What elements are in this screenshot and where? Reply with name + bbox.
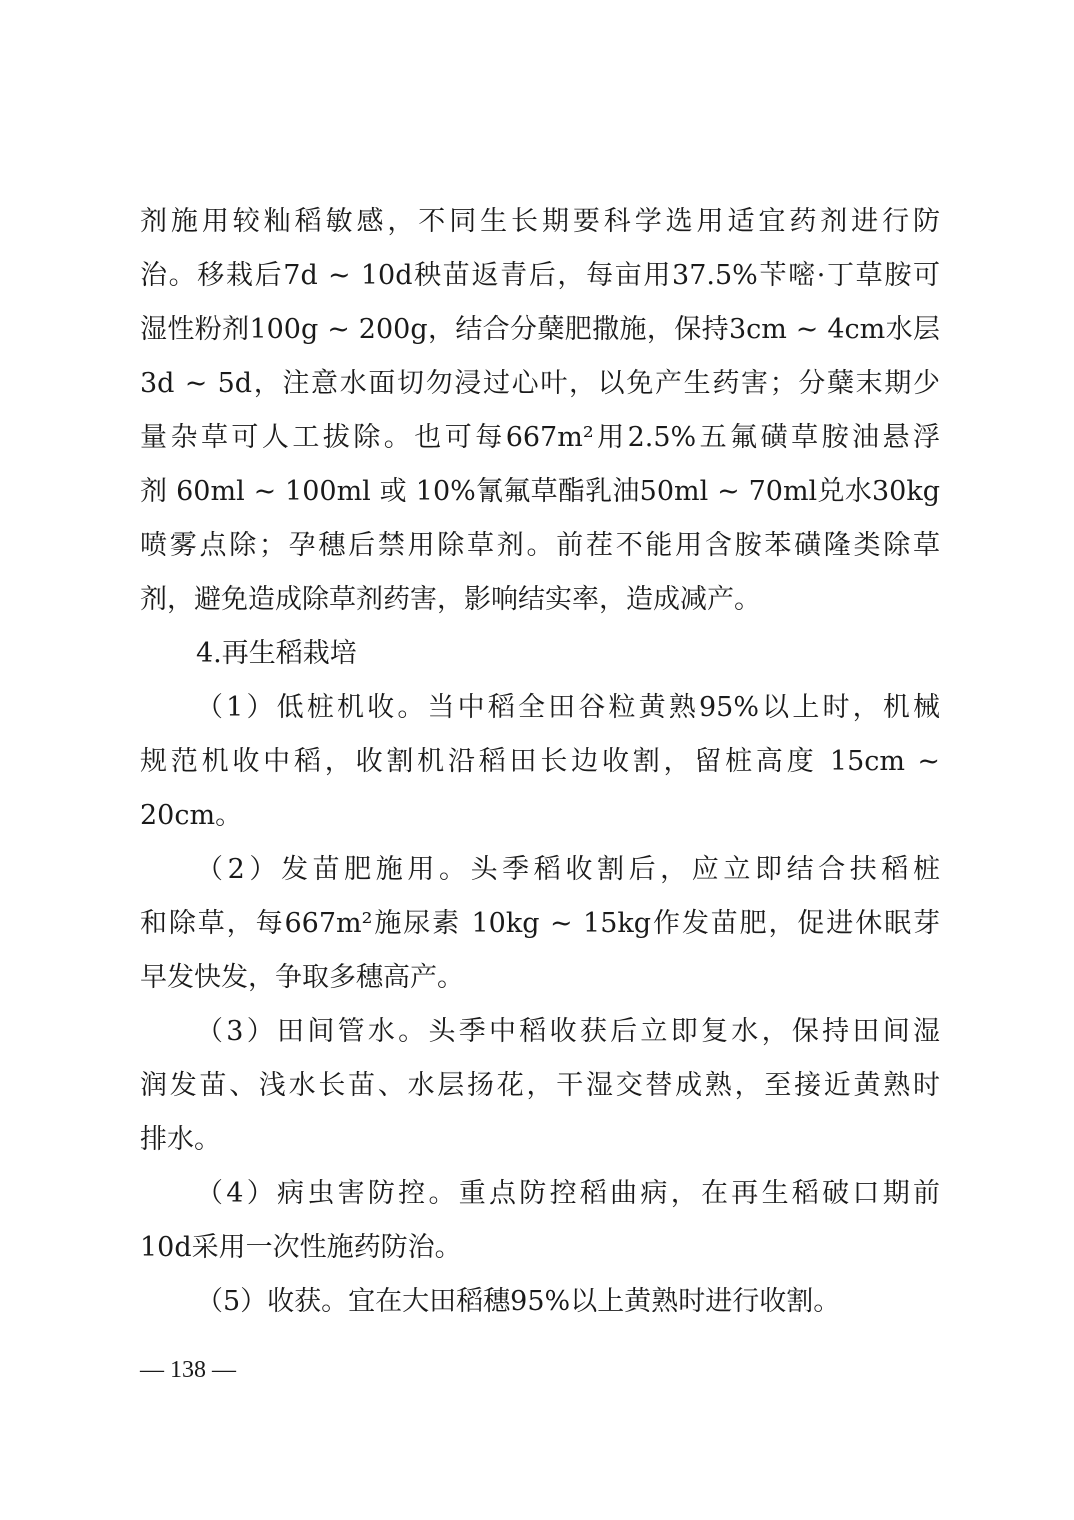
- text-line: 湿性粉剂100g ~ 200g，结合分蘖肥撒施，保持3cm ~ 4cm水层: [140, 314, 940, 345]
- text-line: 早发快发，争取多穗高产。: [140, 962, 464, 993]
- text-line: （4）病虫害防控。重点防控稻曲病，在再生稻破口期前: [196, 1178, 940, 1209]
- text-line: 20cm。: [140, 800, 243, 831]
- text-line: 10d采用一次性施药防治。: [140, 1232, 462, 1263]
- text-line: 润发苗、浅水长苗、水层扬花，干湿交替成熟，至接近黄熟时: [140, 1070, 940, 1101]
- text-line: （3）田间管水。头季中稻收获后立即复水，保持田间湿: [196, 1016, 940, 1047]
- text-line: （5）收获。宜在大田稻穗95%以上黄熟时进行收割。: [196, 1286, 841, 1317]
- text-line: 剂施用较籼稻敏感，不同生长期要科学选用适宜药剂进行防: [140, 206, 940, 237]
- text-line: 3d ~ 5d，注意水面切勿浸过心叶，以免产生药害；分蘖末期少: [140, 368, 940, 399]
- text-line: 治。移栽后7d ~ 10d秧苗返青后，每亩用37.5%苄嘧·丁草胺可: [140, 260, 940, 291]
- text-line: （2）发苗肥施用。头季稻收割后，应立即结合扶稻桩: [196, 854, 940, 885]
- text-line: （1）低桩机收。当中稻全田谷粒黄熟95%以上时，机械: [196, 692, 940, 723]
- text-line: 排水。: [140, 1124, 221, 1155]
- section-heading: 4.再生稻栽培: [196, 638, 357, 669]
- text-line: 量杂草可人工拔除。也可每667m²用2.5%五氟磺草胺油悬浮: [140, 422, 940, 453]
- page-number: — 138 —: [140, 1357, 236, 1383]
- text-line: 剂，避免造成除草剂药害，影响结实率，造成减产。: [140, 584, 761, 615]
- text-line: 规范机收中稻，收割机沿稻田长边收割，留桩高度 15cm ~: [140, 746, 940, 777]
- text-line: 喷雾点除；孕穗后禁用除草剂。前茬不能用含胺苯磺隆类除草: [140, 530, 940, 561]
- text-line: 剂 60ml ~ 100ml 或 10%氰氟草酯乳油50ml ~ 70ml兑水30kg: [140, 476, 940, 507]
- text-line: 和除草，每667m²施尿素 10kg ~ 15kg作发苗肥，促进休眠芽: [140, 908, 940, 939]
